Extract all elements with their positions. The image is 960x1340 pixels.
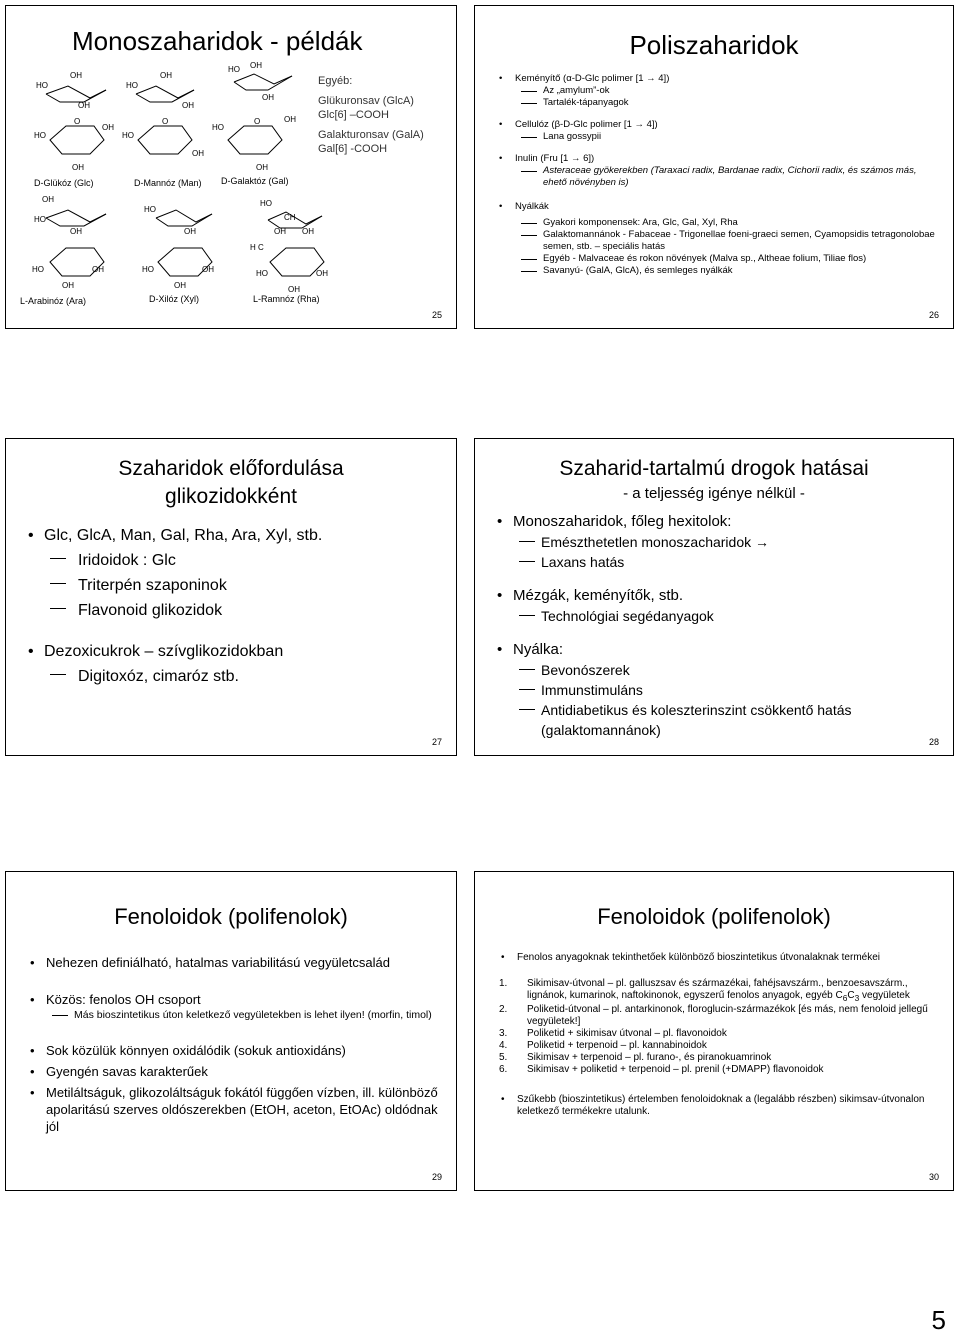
slide-title: Fenoloidok (polifenolok) — [597, 904, 831, 929]
intro-text — [499, 952, 937, 964]
atom-label: OH — [250, 61, 262, 70]
slide-subtitle: - a teljesség igénye nélkül - — [623, 485, 805, 502]
sub-item: Flavonoid glikozidok — [44, 598, 442, 623]
atom-label: HO — [32, 265, 44, 274]
sub-item: Digitoxóz, cimaróz stb. — [44, 664, 442, 689]
atom-label: OH — [70, 227, 82, 236]
atom-label: OH — [284, 115, 296, 124]
list-item: 1. Sikimisav-útvonal – pl. galluszsav és származékai, fahéjsavszárm., benzoesavszárm., lignánok, kumarinok, naftokinonok, egyszerű fenolos anyagok, egyéb $C_6C_3$ vegyületek — [499, 978, 910, 1003]
other-block — [318, 74, 424, 156]
sub-item: Iridoidok : Glc — [44, 548, 442, 573]
list-item: 6. Sikimisav + poliketid + terpenoid – pl. prenil (+DMAPP) flavonoidok — [499, 1064, 824, 1075]
list-item: 5. Sikimisav + terpenoid – pl. furano-, és piranokuamrinok — [499, 1052, 772, 1063]
slide-27 — [5, 438, 457, 756]
atom-label: HO — [260, 199, 272, 208]
atom-label: HO — [212, 123, 224, 132]
atom-label: OH — [42, 195, 54, 204]
atom-label: H C — [250, 243, 264, 252]
atom-label: OH — [160, 71, 172, 80]
slide-25 — [5, 5, 457, 329]
list-item: • Fenolos anyagoknak tekinthetőek különböző bioszintetikus útvonalaknak termékei — [499, 952, 937, 964]
sub-item: Egyéb - Malvaceae és rokon növények (Malva sp., Altheae folium, Tiliae flos) — [515, 253, 937, 265]
slide-title: Fenoloidok (polifenolok) — [114, 904, 348, 929]
list-item: • Inulin (Fru [1 → 6]) Asteraceae gyökerekben (Taraxaci radix, Bardanae radix, Cichorii radix, és számos más, ehető növényben is) — [497, 153, 937, 189]
list-item-text: Sikimisav-útvonal – pl. galluszsav és származékai, fahéjsavszárm., benzoesavszárm., lignánok, kumarinok, naftokinonok, egyszerű fenolos anyagok, egyéb $C_6C_3$ vegyületek — [527, 978, 910, 1003]
title-line: Szaharidok előfordulása — [118, 457, 344, 480]
list-item: • Nehezen definiálható, hatalmas variabilitású vegyületcsalád — [28, 954, 442, 971]
other-line: Glükuronsav (GlcA) — [318, 95, 414, 107]
list-item: • Glc, GlcA, Man, Gal, Rha, Ara, Xyl, stb. Iridoidok : Glc Triterpén szaponinok Flavonoid glikozidok — [26, 523, 442, 623]
list-item: • Monoszaharidok, főleg hexitolok: Emészthetetlen monoszacharidok → Laxans hatás — [495, 512, 939, 572]
sub-item: Tartalék-tápanyagok — [515, 97, 937, 109]
list-item: • Közös: fenolos OH csoport Más bioszintetikus úton keletkező vegyületekben is lehet ilyen! (morfin, timol) — [28, 991, 442, 1022]
list-item: • Sok közülük könnyen oxidálódik (sokuk antioxidáns) — [28, 1042, 442, 1059]
atom-label: OH — [184, 227, 196, 236]
list-item: • Nyálka: Bevonószerek Immunstimuláns Antidiabetikus és koleszterinszint csökkentő hatás (galaktomannánok) — [495, 640, 939, 740]
sheet-page-number: 5 — [931, 1305, 946, 1335]
bullet-list — [28, 954, 442, 1135]
slide-30 — [474, 871, 954, 1191]
page-number: 26 — [928, 310, 939, 320]
sugar-label: L-Ramnóz (Rha) — [253, 294, 320, 304]
atom-label: OH — [302, 227, 314, 236]
atom-label: OH — [274, 227, 286, 236]
sub-item: Lana gossypii — [515, 131, 937, 143]
sub-item: Immunstimuláns — [513, 680, 939, 700]
atom-label: OH — [92, 265, 104, 274]
sub-item: Savanyú- (GalA, GlcA), és semleges nyálkák — [515, 265, 937, 277]
bullet-list — [495, 512, 939, 740]
list-item: 3. Poliketid + sikimisav útvonal – pl. flavonoidok — [499, 1028, 727, 1039]
atom-label: HO — [34, 215, 46, 224]
atom-label: HO — [228, 65, 240, 74]
page-number: 27 — [431, 737, 442, 747]
atom-label: OH — [262, 93, 274, 102]
sub-item: Laxans hatás — [513, 552, 939, 572]
atom-label: OH — [202, 265, 214, 274]
list-item: 4. Poliketid + terpenoid – pl. kannabinoidok — [499, 1040, 707, 1051]
sub-item: Gyakori komponensek: Ara, Glc, Gal, Xyl, Rha — [515, 217, 937, 229]
atom-label: CH — [284, 213, 296, 222]
sub-item: Antidiabetikus és koleszterinszint csökkentő hatás (galaktomannánok) — [513, 700, 939, 740]
list-item: 2. Poliketid-útvonal – pl. antarkinonok, floroglucin-származékok [és más, nem fenoloid jellegű vegyületek!] — [499, 1004, 928, 1027]
atom-label: OH — [288, 285, 300, 294]
slide-title: Monoszaharidok - példák — [72, 26, 363, 56]
list-item: • Metiláltságuk, glikozoláltságuk fokától függően vízben, ill. különböző apolaritású szerves oldószerekben (EtOH, aceton, EtOAc) oldódnak jól — [28, 1084, 442, 1135]
atom-label: OH — [70, 71, 82, 80]
other-line: Glc[6] –COOH — [318, 109, 389, 121]
sub-item: Más bioszintetikus úton keletkező vegyületekben is lehet ilyen! (morfin, timol) — [46, 1008, 442, 1022]
sugar-label: D-Galaktóz (Gal) — [221, 176, 289, 186]
atom-label: HO — [256, 269, 268, 278]
page-number: 29 — [431, 1172, 442, 1182]
sugar-label: D-Xilóz (Xyl) — [149, 294, 200, 304]
other-line: Gal[6] -COOH — [318, 143, 388, 155]
sub-item: Az „amylum”-ok — [515, 85, 937, 97]
list-item: • Keményítő (α-D-Glc polimer [1 → 4]) Az „amylum”-ok Tartalék-tápanyagok — [497, 73, 937, 109]
list-item: • Dezoxicukrok – szívglikozidokban Digitoxóz, cimaróz stb. — [26, 639, 442, 689]
sugar-label: D-Mannóz (Man) — [134, 178, 202, 188]
atom-label: O — [74, 117, 81, 126]
sub-item: Technológiai segédanyagok — [513, 606, 939, 626]
sub-item: Asteraceae gyökerekben (Taraxaci radix, Bardanae radix, Cichorii radix, és számos más, ehető növényben is) — [515, 165, 937, 189]
sugar-label: L-Arabinóz (Ara) — [20, 296, 87, 306]
atom-label: OH — [78, 101, 90, 110]
list-item: • Mézgák, keményítők, stb. Technológiai segédanyagok — [495, 586, 939, 626]
page-number: 25 — [431, 310, 442, 320]
sugar-structures — [6, 6, 456, 306]
atom-label: O — [254, 117, 261, 126]
atom-label: OH — [256, 163, 268, 172]
page-number: 28 — [928, 737, 939, 747]
sub-item: Bevonószerek — [513, 660, 939, 680]
atom-label: O — [162, 117, 169, 126]
slide-title — [6, 455, 456, 511]
atom-label: HO — [34, 131, 46, 140]
sub-item: Galaktomannánok - Fabaceae - Trigonellae foeni-graeci semen, Cyamopsidis tetragonolobae semen, stb. – speciális hatás — [515, 229, 937, 253]
slide-29 — [5, 871, 457, 1191]
list-item: • Gyengén savas karakterűek — [28, 1063, 442, 1080]
sub-item: Emészthetetlen monoszacharidok → — [513, 532, 939, 552]
atom-label: OH — [102, 123, 114, 132]
atom-label: OH — [72, 163, 84, 172]
atom-label: HO — [36, 81, 48, 90]
slide-26 — [474, 5, 954, 329]
list-item: • Nyálkák Gyakori komponensek: Ara, Glc, Gal, Xyl, Rha Galaktomannánok - Fabaceae - Trigonellae foeni-graeci semen, Cyamopsidis tetragonolobae semen, stb. – speciális hatás Egyéb - Malvaceae és rokon növények (Malva sp., Altheae folium, Tiliae flos) Savanyú- (GalA, GlcA), és semleges nyálkák — [497, 201, 937, 277]
bullet-list — [497, 73, 937, 277]
slide-title: Poliszaharidok — [629, 30, 799, 60]
slide-28 — [474, 438, 954, 756]
atom-label: HO — [126, 81, 138, 90]
atom-label: HO — [122, 131, 134, 140]
bullet-list — [26, 523, 442, 689]
atom-label: OH — [192, 149, 204, 158]
outro-text — [499, 1094, 937, 1118]
sub-item: Triterpén szaponinok — [44, 573, 442, 598]
other-heading: Egyéb: — [318, 75, 353, 87]
list-item: • Cellulóz (β-D-Glc polimer [1 → 4]) Lana gossypii — [497, 119, 937, 143]
atom-label: OH — [316, 269, 328, 278]
atom-label: OH — [62, 281, 74, 290]
page-number: 30 — [928, 1172, 939, 1182]
sugar-label: D-Glükóz (Glc) — [34, 178, 94, 188]
atom-label: HO — [142, 265, 154, 274]
title-line: glikozidokként — [165, 485, 297, 508]
list-item: • Szűkebb (bioszintetikus) értelemben fenoloidoknak a (legalább részben) sikimsav-útvonalon keletkező termékekre utalunk. — [499, 1094, 937, 1118]
atom-label: HO — [144, 205, 156, 214]
atom-label: OH — [182, 101, 194, 110]
slide-title: Szaharid-tartalmú drogok hatásai — [559, 457, 869, 480]
numbered-list — [499, 978, 937, 1076]
atom-label: OH — [174, 281, 186, 290]
other-line: Galakturonsav (GalA) — [318, 129, 424, 141]
